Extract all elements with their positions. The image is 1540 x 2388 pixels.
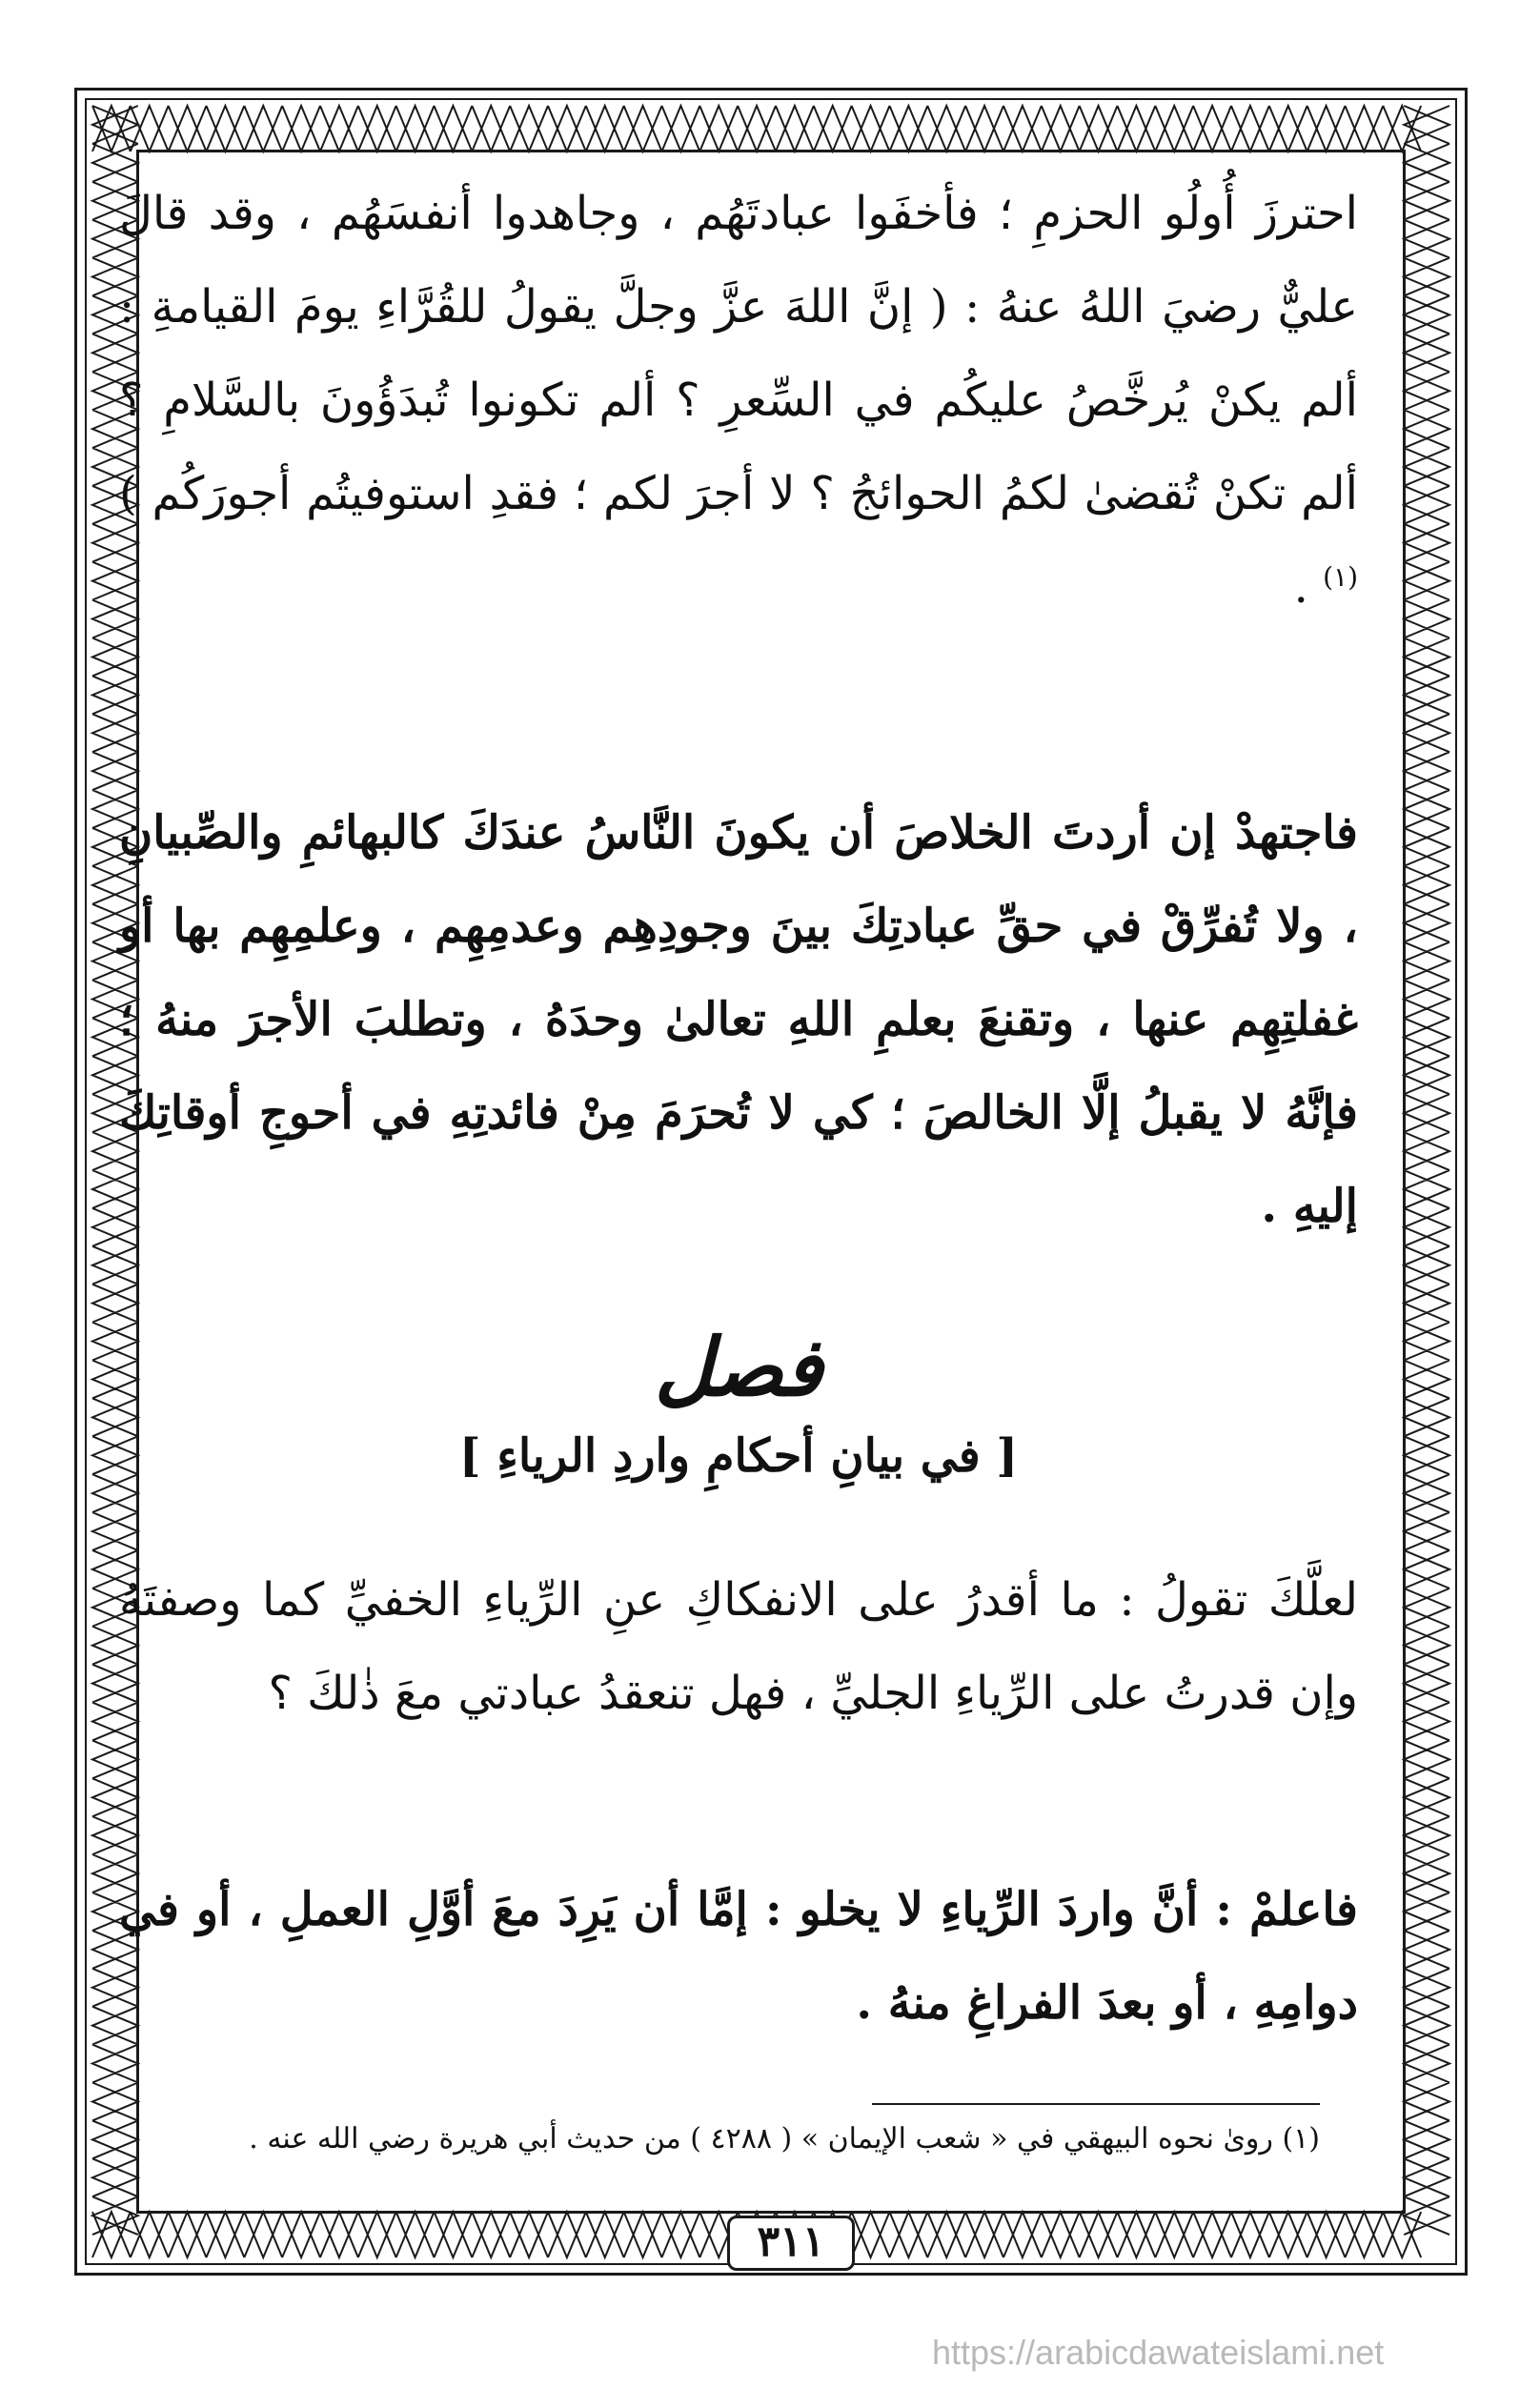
paragraph-3: لعلَّكَ تقولُ : ما أقدرُ على الانفكاكِ عنِ الرِّياءِ الخفيِّ كما وصفتَهُ وإن قدرتُ على الرِّياءِ الجليِّ ، فهل تنعقدُ عبادتي معَ ذٰلكَ ؟	[119, 1573, 1358, 1720]
page-number: ٣١١	[727, 2216, 855, 2271]
page-content	[119, 167, 1359, 2155]
footnote: (١) روىٰ نحوه البيهقي في « شعب الإيمان » ( ٤٢٨٨ ) من حديث أبي هريرة رضي الله عنه .	[249, 2122, 1320, 2155]
paragraph-4: فاعلمْ : أنَّ واردَ الرِّياءِ لا يخلو : إمَّا أن يَرِدَ معَ أوَّلِ العملِ ، أو في دوامِهِ ، أو بعدَ الفراغِ منهُ .	[119, 1883, 1358, 2030]
section-heading: فصل	[654, 1320, 823, 1414]
paragraph-1-end: .	[1293, 560, 1324, 614]
paragraph-1-text: احترزَ أُولُو الحزمِ ؛ فأخفَوا عبادتَهُم ، وجاهدوا أنفسَهُم ، وقد قالَ عليٌّ رضيَ اللهُ عنهُ : ( إنَّ اللهَ عزَّ وجلَّ يقولُ للقُرَّاءِ يومَ القيامةِ : ألم يكنْ يُرخَّصُ عليكُم في السِّعرِ ؟ ألم تكونوا تُبدَؤُونَ بالسَّلامِ ؟ ألم تكنْ تُقضىٰ لكمُ الحوائجُ ؟ لا أجرَ لكم ؛ فقدِ استوفيتُم أجورَكُم )	[119, 187, 1359, 520]
watermark: https://arabicdawateislami.net	[932, 2333, 1385, 2372]
paragraph-2: فاجتهدْ إن أردتَ الخلاصَ أن يكونَ النَّاسُ عندَكَ كالبهائمِ والصِّبيانِ ، ولا تُفرِّقْ في حقِّ عبادتِكَ بينَ وجودِهِم وعدمِهِم ، وعلمِهِم بها أو غفلتِهِم عنها ، وتقنعَ بعلمِ اللهِ تعالىٰ وحدَهُ ، وتطلبَ الأجرَ منهُ ؛ فإنَّهُ لا يقبلُ إلَّا الخالصَ ؛ كي لا تُحرَمَ مِنْ فائدتِهِ في أحوجِ أوقاتِكَ إليهِ .	[119, 806, 1358, 1233]
paragraph-1	[119, 167, 1358, 634]
footnote-reference: (١)	[1323, 561, 1358, 593]
footnote-divider	[872, 2103, 1320, 2105]
section-subtitle: [ في بيانِ أحكامِ واردِ الرياءِ ]	[458, 1429, 1019, 1483]
